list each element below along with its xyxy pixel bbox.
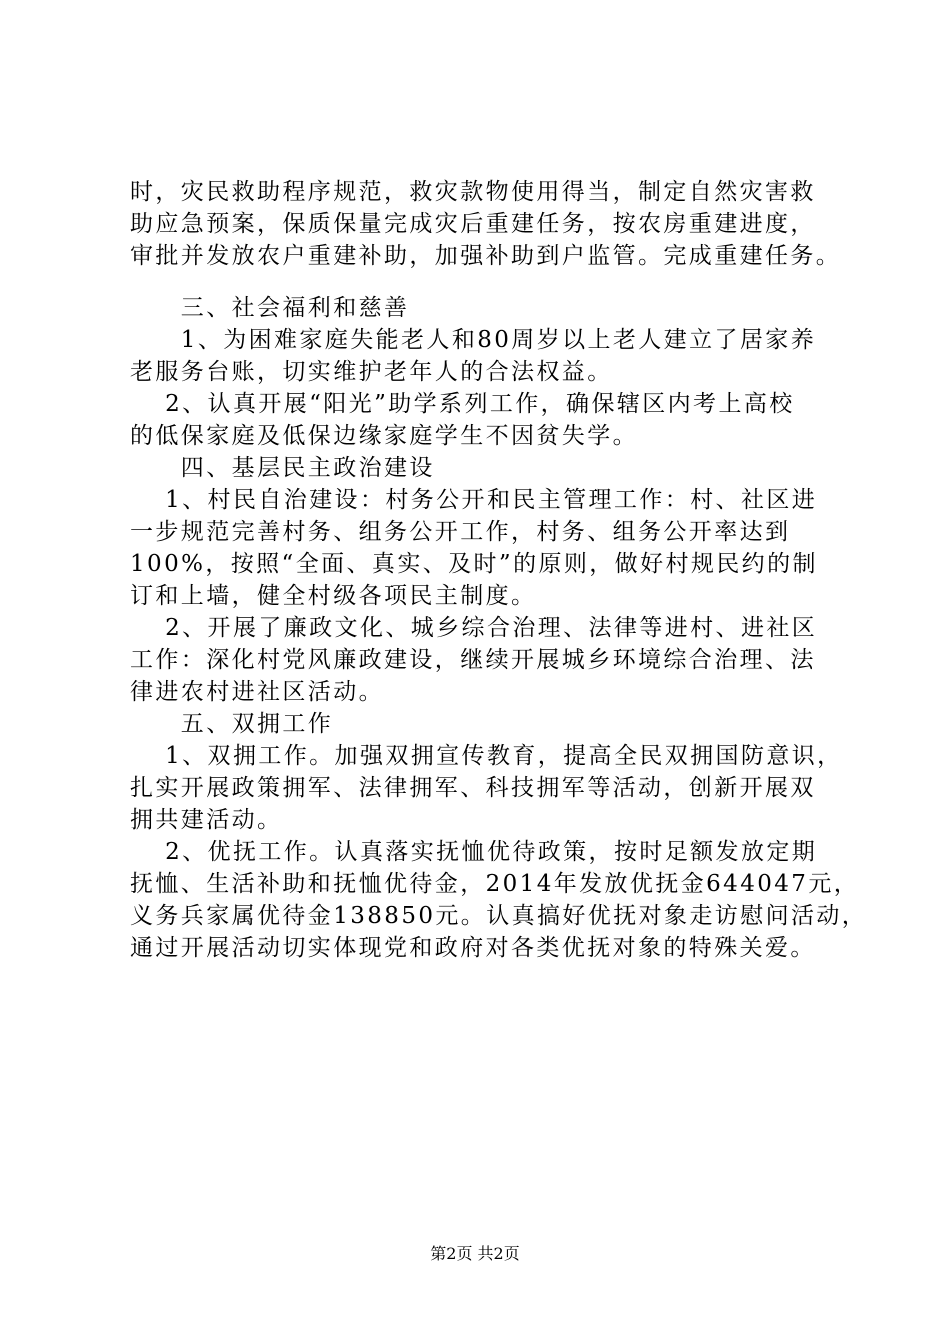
paragraph-double-support (130, 740, 843, 836)
text-line: 2、优抚工作。认真落实抚恤优待政策，按时足额发放定期 (130, 839, 818, 865)
text-line: 2、开展了廉政文化、城乡综合治理、法律等进村、进社区 (130, 615, 818, 641)
heading-democracy (130, 452, 830, 484)
text-line: 一步规范完善村务、组务公开工作，村务、组务公开率达到 (130, 519, 791, 545)
text-line: 扎实开展政策拥军、法律拥军、科技拥军等活动，创新开展双 (130, 775, 816, 801)
text-line: 的低保家庭及低保边缘家庭学生不因贫失学。 (130, 423, 638, 449)
text-line: 订和上墙，健全村级各项民主制度。 (130, 583, 537, 609)
section-heading: 五、双拥工作 (130, 711, 334, 737)
text-line: 1、为困难家庭失能老人和80周岁以上老人建立了居家养 (130, 327, 817, 353)
text-line: 抚恤、生活补助和抚恤优待金，2014年发放优抚金644047元， (130, 871, 860, 897)
text-line: 2、认真开展“阳光”助学系列工作，确保辖区内考上高校 (130, 391, 795, 417)
paragraph-disaster-relief (130, 176, 842, 272)
paragraph-gap (130, 272, 830, 292)
paragraph-student-aid (130, 388, 830, 452)
section-heading: 四、基层民主政治建设 (130, 455, 435, 481)
text-line: 通过开展活动切实体现党和政府对各类优抚对象的特殊关爱。 (130, 935, 816, 961)
text-line: 审批并发放农户重建补助，加强补助到户监管。完成重建任务。 (130, 243, 842, 269)
text-line: 1、双拥工作。加强双拥宣传教育，提高全民双拥国防意识， (130, 743, 843, 769)
text-line: 拥共建活动。 (130, 807, 283, 833)
section-heading: 三、社会福利和慈善 (130, 295, 410, 321)
text-line: 义务兵家属优待金138850元。认真搞好优抚对象走访慰问活动， (130, 903, 868, 929)
heading-double-support (130, 708, 830, 740)
document-body (130, 176, 868, 964)
text-line: 1、村民自治建设：村务公开和民主管理工作：村、社区进 (130, 487, 818, 513)
text-line: 时，灾民救助程序规范，救灾款物使用得当，制定自然灾害救 (130, 179, 816, 205)
paragraph-preferential (130, 836, 868, 964)
paragraph-elderly (130, 324, 830, 388)
page-number-footer: 第2页 共2页 (430, 1244, 520, 1263)
text-line: 助应急预案，保质保量完成灾后重建任务，按农房重建进度， (130, 211, 816, 237)
text-line: 工作：深化村党风廉政建设，继续开展城乡环境综合治理、法 (130, 647, 816, 673)
text-line: 老服务台账，切实维护老年人的合法权益。 (130, 359, 613, 385)
paragraph-village-autonomy (130, 484, 830, 612)
paragraph-integrity (130, 612, 830, 708)
heading-welfare (130, 292, 830, 324)
text-line: 100%，按照“全面、真实、及时”的原则，做好村规民约的制 (130, 551, 818, 577)
text-line: 律进农村进社区活动。 (130, 679, 384, 705)
